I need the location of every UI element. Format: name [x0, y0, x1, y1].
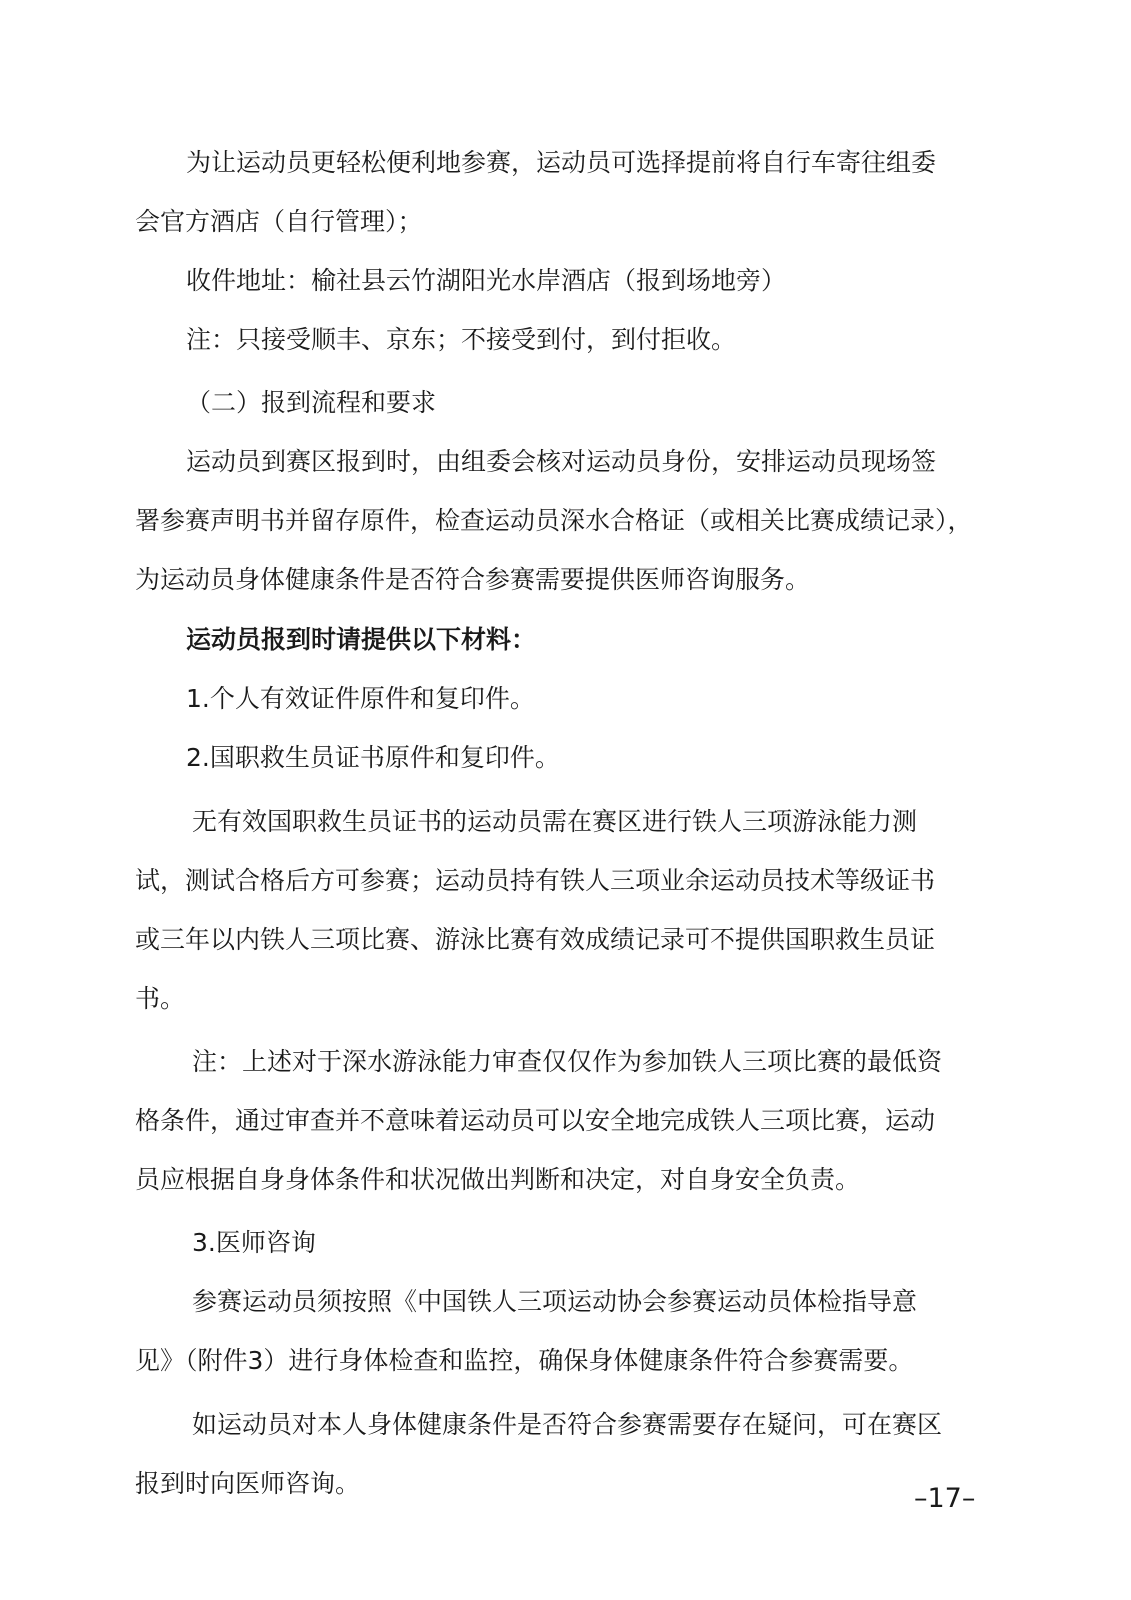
- paragraph-line: 注：上述对于深水游泳能力审查仅仅作为参加铁人三项比赛的最低资: [192, 1047, 943, 1076]
- paragraph-line: 格条件，通过审查并不意味着运动员可以安全地完成铁人三项比赛，运动: [135, 1106, 936, 1135]
- paragraph-line: 员应根据自身身体条件和状况做出判断和决定，对自身安全负责。: [135, 1165, 861, 1194]
- section-heading: （二）报到流程和要求: [186, 388, 437, 417]
- paragraph-line: 无有效国职救生员证书的运动员需在赛区进行铁人三项游泳能力测: [192, 807, 918, 836]
- paragraph-line: 书。: [135, 984, 186, 1013]
- paragraph-line: 试，测试合格后方可参赛；运动员持有铁人三项业余运动员技术等级证书: [135, 866, 936, 895]
- list-item: 1.个人有效证件原件和复印件。: [186, 684, 535, 713]
- paragraph-line: 为运动员身体健康条件是否符合参赛需要提供医师咨询服务。: [135, 565, 811, 594]
- paragraph-line: 为让运动员更轻松便利地参赛，运动员可选择提前将自行车寄往组委: [186, 148, 937, 177]
- paragraph-line: 注：只接受顺丰、京东；不接受到付，到付拒收。: [186, 325, 737, 354]
- list-item: 3.医师咨询: [192, 1228, 316, 1257]
- paragraph-line: 报到时向医师咨询。: [135, 1469, 361, 1498]
- paragraph-line: 会官方酒店（自行管理）；: [135, 207, 423, 236]
- paragraph-line: 收件地址：榆社县云竹湖阳光水岸酒店（报到场地旁）: [186, 266, 787, 295]
- paragraph-line: 或三年以内铁人三项比赛、游泳比赛有效成绩记录可不提供国职救生员证: [135, 925, 936, 954]
- paragraph-line: 见》（附件3）进行身体检查和监控，确保身体健康条件符合参赛需要。: [135, 1346, 914, 1375]
- list-item: 2.国职救生员证书原件和复印件。: [186, 743, 560, 772]
- paragraph-line: 署参赛声明书并留存原件，检查运动员深水合格证（或相关比赛成绩记录），: [135, 506, 973, 535]
- page-number: –17–: [914, 1483, 976, 1514]
- paragraph-line: 如运动员对本人身体健康条件是否符合参赛需要存在疑问，可在赛区: [192, 1410, 943, 1439]
- paragraph-line: 运动员到赛区报到时，由组委会核对运动员身份，安排运动员现场签: [186, 447, 937, 476]
- paragraph-line: 参赛运动员须按照《中国铁人三项运动协会参赛运动员体检指导意: [192, 1287, 918, 1316]
- materials-heading: 运动员报到时请提供以下材料：: [186, 625, 537, 654]
